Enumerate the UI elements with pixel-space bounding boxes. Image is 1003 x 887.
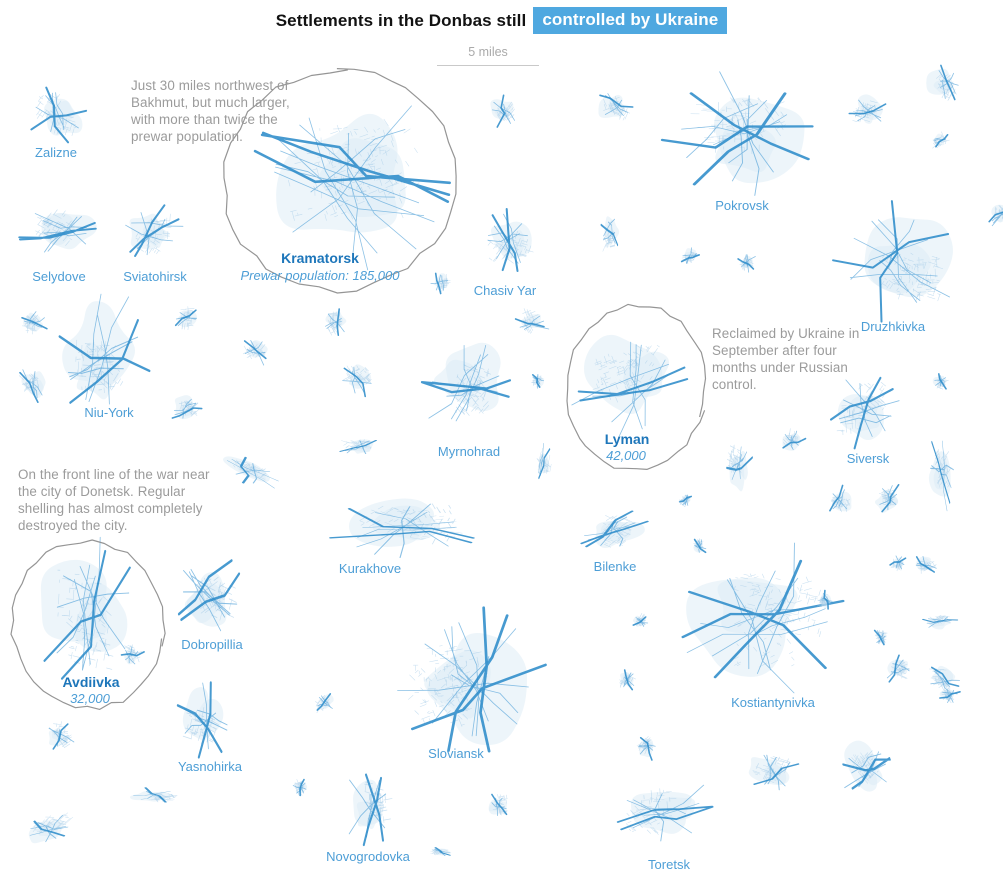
settlement-map — [926, 65, 958, 100]
settlement-map-kostiantynivka — [683, 543, 843, 693]
settlement-map-selydove — [19, 210, 96, 252]
settlement-population-label: 32,000 — [70, 691, 110, 706]
settlement-map-myrnohrad — [422, 343, 510, 421]
settlement-map — [537, 444, 551, 478]
settlement-map — [679, 495, 692, 507]
annotation-kramatorsk: Just 30 miles northwest of Bakhmut, but much larger, with more than twice the prewar population. — [131, 78, 290, 145]
settlement-map — [682, 248, 700, 264]
settlement-map-novogrodovka — [349, 775, 392, 845]
settlement-map — [601, 216, 619, 251]
settlement-map-sloviansk — [398, 608, 546, 752]
settlement-map-zalizne — [31, 88, 86, 143]
settlement-label: Dobropillia — [181, 637, 243, 652]
settlement-map — [243, 340, 268, 365]
settlement-map — [24, 806, 79, 850]
settlement-map — [831, 732, 898, 800]
settlement-label: Kurakhove — [338, 561, 402, 576]
settlement-map — [340, 439, 376, 453]
settlement-map — [315, 694, 333, 713]
settlement-map — [875, 485, 899, 513]
settlement-map — [489, 794, 508, 815]
settlement-map — [923, 615, 957, 629]
settlement-map — [431, 273, 451, 293]
settlement-label: Avdiivka — [62, 674, 120, 690]
settlement-label: Selydove — [32, 269, 86, 284]
settlement-map — [887, 655, 909, 682]
settlement-label: Chasiv Yar — [473, 283, 537, 298]
settlement-label: Niu-York — [84, 405, 134, 420]
settlement-label: Bilenke — [593, 559, 637, 574]
settlement-map — [783, 428, 806, 450]
settlement-map-druzhkivka — [833, 201, 953, 322]
settlement-map — [929, 441, 954, 510]
settlement-map — [875, 630, 888, 645]
settlement-label: Myrnohrad — [437, 444, 501, 459]
scale-bar — [437, 43, 539, 66]
settlement-map — [933, 374, 949, 389]
settlement-map-pokrovsk — [662, 72, 812, 196]
settlement-label: Druzhkivka — [860, 319, 926, 334]
settlement-map — [598, 94, 632, 121]
annotation-avdiivka: On the front line of the war near the city of Donetsk. Regular shelling has almost completely destroyed the city. — [18, 467, 210, 534]
scale-bar-label: 5 miles — [468, 45, 508, 59]
settlement-map — [325, 309, 346, 335]
settlement-label: Toretsk — [648, 857, 690, 872]
settlement-map-avdiivka — [41, 537, 130, 678]
settlement-map — [19, 370, 45, 403]
settlement-label: Sloviansk — [428, 746, 484, 761]
scale-bar-line — [437, 65, 539, 66]
settlement-label: Kramatorsk — [281, 250, 359, 266]
settlement-map — [890, 556, 905, 571]
title-plain-text: Settlements in the Donbas still — [275, 10, 527, 30]
settlement-map — [130, 788, 177, 802]
settlement-population-label: Prewar population: 185,000 — [240, 268, 400, 283]
settlement-map — [176, 306, 197, 330]
settlement-map-kurakhove — [331, 499, 474, 558]
settlement-label: Lyman — [604, 431, 650, 447]
settlement-map — [830, 486, 852, 513]
settlement-map — [693, 538, 705, 552]
settlement-label: Zalizne — [35, 145, 77, 160]
settlement-map-chasiv-yar — [488, 209, 534, 271]
page-title — [276, 7, 728, 34]
settlement-map — [430, 848, 451, 856]
header — [0, 7, 1003, 34]
settlement-map — [738, 255, 755, 272]
settlement-map — [633, 613, 648, 627]
settlement-label: Kostiantynivka — [731, 695, 815, 710]
settlement-map — [343, 364, 372, 396]
settlement-map — [619, 670, 635, 690]
settlement-map — [122, 645, 145, 665]
settlement-map — [745, 749, 799, 794]
settlement-map — [916, 556, 937, 573]
settlement-map-yasnohirka — [178, 683, 227, 758]
settlement-map — [932, 132, 949, 149]
settlement-map-lyman — [572, 335, 687, 436]
settlement-label: Pokrovsk — [715, 198, 769, 213]
settlement-label: Sviatohirsk — [123, 269, 187, 284]
title-highlight-badge: controlled by Ukraine — [533, 7, 727, 34]
settlement-map-bilenke — [582, 511, 648, 548]
settlement-map — [490, 95, 514, 127]
settlement-map-toretsk — [618, 785, 712, 841]
settlement-label: Yasnohirka — [177, 759, 243, 774]
settlement-map — [22, 312, 47, 335]
settlement-map-niu-york — [60, 294, 150, 404]
settlement-map — [637, 736, 655, 760]
settlement-map — [531, 374, 544, 388]
settlement-map — [49, 721, 74, 749]
settlement-map — [989, 204, 1003, 226]
settlement-map — [218, 450, 282, 494]
settlement-map — [516, 308, 549, 333]
settlement-map — [849, 94, 885, 123]
settlement-population-label: 42,000 — [606, 448, 646, 463]
annotation-lyman: Reclaimed by Ukraine in September after four months under Russian control. — [712, 326, 860, 393]
settlement-map-sviatohirsk — [126, 205, 183, 256]
settlement-map-dobropillia — [179, 561, 239, 631]
settlement-map — [727, 445, 753, 492]
settlement-map — [172, 395, 201, 419]
settlement-map — [293, 779, 307, 796]
settlement-label: Siversk — [846, 451, 890, 466]
settlement-label: Novogrodovka — [326, 849, 410, 864]
